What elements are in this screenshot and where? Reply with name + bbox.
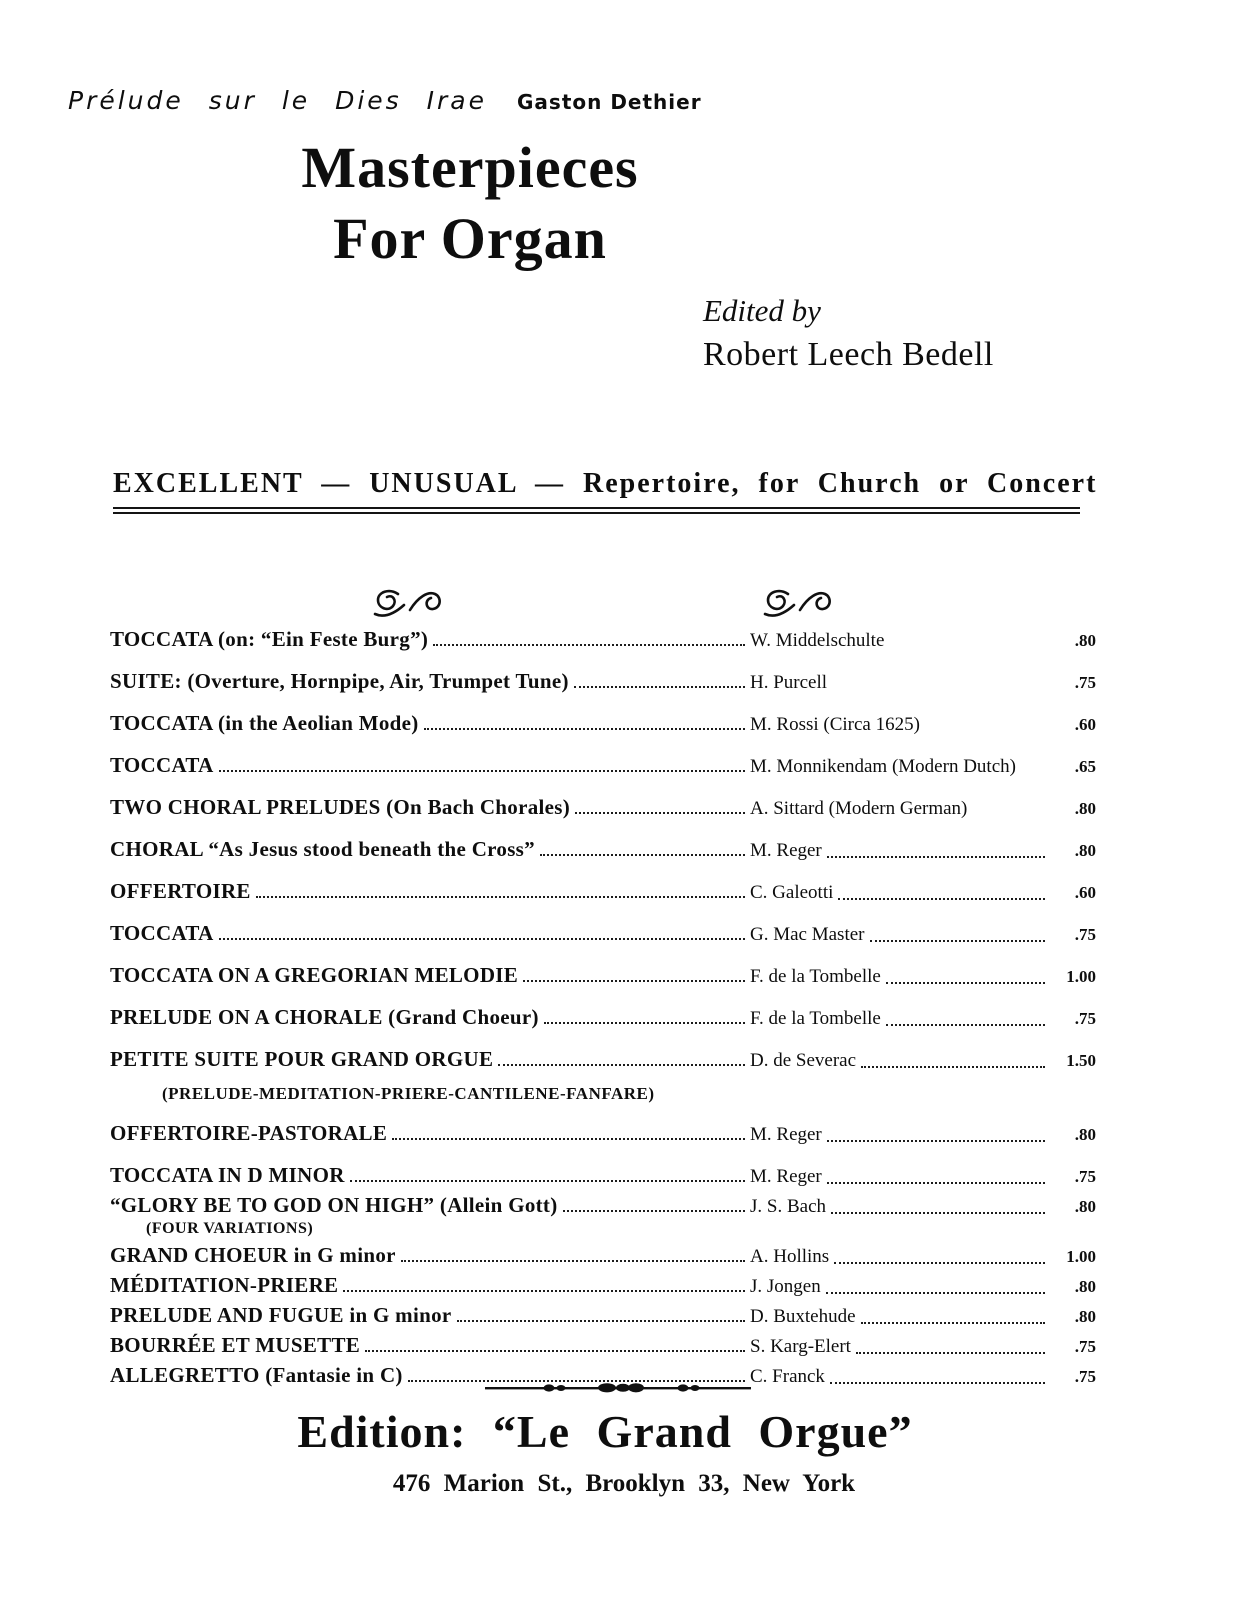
composer-cell bbox=[750, 712, 1050, 738]
composer-name: C. Galeotti bbox=[750, 882, 834, 903]
composer-name: M. Monnikendam (Modern Dutch) bbox=[750, 756, 1016, 777]
piece-title: MÉDITATION-PRIERE bbox=[110, 1273, 339, 1297]
piece-title: TWO CHORAL PRELUDES (On Bach Chorales) bbox=[110, 795, 571, 819]
dot-leader bbox=[827, 856, 1045, 858]
title-cell bbox=[110, 626, 750, 652]
catalog-row bbox=[110, 836, 1096, 864]
composer-cell bbox=[750, 964, 1050, 990]
title-cell bbox=[110, 1192, 750, 1218]
composer-cell bbox=[750, 1244, 1050, 1270]
dot-leader bbox=[523, 980, 745, 982]
composer-cell bbox=[750, 1304, 1050, 1330]
edited-block bbox=[703, 293, 994, 374]
piece-title: GRAND CHOEUR in G minor bbox=[110, 1243, 396, 1267]
price-value: 1.00 bbox=[1066, 967, 1096, 986]
catalog-row bbox=[110, 1120, 1096, 1148]
dot-leader bbox=[350, 1180, 745, 1182]
catalog-row bbox=[110, 962, 1096, 990]
catalog-row bbox=[110, 1332, 1096, 1360]
composer-cell bbox=[750, 922, 1050, 948]
dot-leader bbox=[886, 982, 1045, 984]
piece-title: TOCCATA ON A GREGORIAN MELODIE bbox=[110, 963, 519, 987]
title-cell bbox=[110, 794, 750, 820]
dot-leader bbox=[563, 1210, 745, 1212]
piece-title: PRELUDE ON A CHORALE (Grand Choeur) bbox=[110, 1005, 539, 1029]
dot-leader bbox=[831, 1212, 1045, 1214]
composer-name: F. de la Tombelle bbox=[750, 1008, 881, 1029]
catalog-row bbox=[110, 1302, 1096, 1330]
price-value: .80 bbox=[1074, 1277, 1096, 1296]
composer-cell bbox=[750, 838, 1050, 864]
piece-title: SUITE: (Overture, Hornpipe, Air, Trumpet Tune) bbox=[110, 669, 569, 693]
piece-title: ALLEGRETTO (Fantasie in C) bbox=[110, 1363, 403, 1387]
catalog-row bbox=[110, 668, 1096, 696]
title-cell bbox=[110, 836, 750, 862]
price-value: .80 bbox=[1074, 1307, 1096, 1326]
composer-name: H. Purcell bbox=[750, 672, 828, 693]
catalog-list bbox=[110, 626, 1096, 1392]
title-cell bbox=[110, 920, 750, 946]
composer-cell bbox=[750, 1364, 1050, 1390]
price-value: .80 bbox=[1074, 631, 1096, 650]
catalog-row bbox=[110, 1272, 1096, 1300]
title-cell bbox=[110, 668, 750, 694]
editor-name: Robert Leech Bedell bbox=[703, 336, 994, 373]
title-cell bbox=[110, 1162, 750, 1188]
title-cell bbox=[110, 1302, 750, 1328]
title-cell bbox=[110, 1120, 750, 1146]
piece-title: BOURRÉE ET MUSETTE bbox=[110, 1333, 361, 1357]
price-value: .65 bbox=[1074, 757, 1096, 776]
price-value: .80 bbox=[1074, 1197, 1096, 1216]
dot-leader bbox=[827, 1182, 1045, 1184]
catalog-row bbox=[110, 710, 1096, 738]
composer-name: A. Sittard (Modern German) bbox=[750, 798, 968, 819]
dot-leader bbox=[838, 898, 1045, 900]
piece-title: TOCCATA (on: “Ein Feste Burg”) bbox=[110, 627, 429, 651]
handwritten-title: Prélude sur le Dies Irae bbox=[68, 86, 487, 115]
piece-title: TOCCATA IN D MINOR bbox=[110, 1163, 345, 1187]
catalog-row bbox=[110, 752, 1096, 780]
piece-note: (PRELUDE-MEDITATION-PRIERE-CANTILENE-FANFARE) bbox=[162, 1084, 655, 1103]
edition-address: 476 Marion St., Brooklyn 33, New York bbox=[392, 1470, 856, 1497]
title-cell bbox=[110, 710, 750, 736]
composer-name: S. Karg-Elert bbox=[750, 1336, 851, 1357]
composer-cell bbox=[750, 1274, 1050, 1300]
price-value: .80 bbox=[1074, 841, 1096, 860]
piece-title: TOCCATA bbox=[110, 921, 214, 945]
composer-name: D. de Severac bbox=[750, 1050, 857, 1071]
dot-leader bbox=[827, 1140, 1045, 1142]
composer-cell bbox=[750, 1164, 1050, 1190]
title-line-2: For Organ bbox=[333, 206, 607, 271]
catalog-row bbox=[110, 1162, 1096, 1190]
composer-cell bbox=[750, 1048, 1050, 1074]
composer-name: J. S. Bach bbox=[750, 1196, 826, 1217]
composer-name: M. Reger bbox=[750, 1166, 822, 1187]
composer-name: G. Mac Master bbox=[750, 924, 865, 945]
piece-title: PRELUDE AND FUGUE in G minor bbox=[110, 1303, 452, 1327]
dot-leader bbox=[392, 1138, 745, 1140]
composer-cell bbox=[750, 754, 1050, 780]
dot-leader bbox=[830, 1382, 1045, 1384]
dot-leader bbox=[574, 686, 745, 688]
dot-leader bbox=[219, 938, 745, 940]
banner-rule-bottom bbox=[113, 512, 1080, 514]
composer-name: C. Franck bbox=[750, 1366, 825, 1387]
price-value: .60 bbox=[1074, 715, 1096, 734]
divider-ornament-icon bbox=[483, 1381, 753, 1400]
price-value: 1.50 bbox=[1066, 1051, 1096, 1070]
catalog-row bbox=[110, 626, 1096, 654]
main-title bbox=[180, 132, 760, 274]
composer-name: M. Reger bbox=[750, 840, 822, 861]
edition-title: Edition: “Le Grand Orgue” bbox=[297, 1406, 913, 1457]
composer-cell bbox=[750, 1122, 1050, 1148]
dot-leader bbox=[256, 896, 745, 898]
catalog-row bbox=[110, 1004, 1096, 1032]
dot-leader bbox=[870, 940, 1046, 942]
piece-title: “GLORY BE TO GOD ON HIGH” (Allein Gott) bbox=[110, 1193, 558, 1217]
dot-leader bbox=[401, 1260, 745, 1262]
dot-leader bbox=[433, 644, 745, 646]
dot-leader bbox=[826, 1292, 1045, 1294]
dot-leader bbox=[861, 1066, 1045, 1068]
piece-note: (FOUR VARIATIONS) bbox=[146, 1220, 314, 1237]
price-value: .75 bbox=[1074, 1337, 1096, 1356]
composer-name: W. Middelschulte bbox=[750, 630, 885, 651]
title-cell bbox=[110, 878, 750, 904]
composer-name: M. Reger bbox=[750, 1124, 822, 1145]
composer-name: F. de la Tombelle bbox=[750, 966, 881, 987]
price-value: .80 bbox=[1074, 1125, 1096, 1144]
dot-leader bbox=[498, 1064, 745, 1066]
title-cell bbox=[110, 962, 750, 988]
title-cell bbox=[110, 1004, 750, 1030]
price-value: .60 bbox=[1074, 883, 1096, 902]
price-value: 1.00 bbox=[1066, 1247, 1096, 1266]
banner-rule-top bbox=[113, 507, 1080, 509]
price-value: .75 bbox=[1074, 925, 1096, 944]
dot-leader bbox=[861, 1322, 1045, 1324]
composer-name: A. Hollins bbox=[750, 1246, 830, 1267]
dot-leader bbox=[856, 1352, 1045, 1354]
composer-cell bbox=[750, 670, 1050, 696]
title-cell bbox=[110, 1046, 750, 1072]
catalog-row bbox=[110, 920, 1096, 948]
piece-title: OFFERTOIRE bbox=[110, 879, 251, 903]
price-value: .75 bbox=[1074, 1367, 1096, 1386]
banner-heading bbox=[113, 468, 1098, 514]
title-cell bbox=[110, 1332, 750, 1358]
handwritten-author: Gaston Dethier bbox=[517, 90, 702, 114]
composer-cell bbox=[750, 796, 1050, 822]
price-value: .75 bbox=[1074, 1009, 1096, 1028]
edited-by-label: Edited by bbox=[703, 293, 821, 328]
composer-cell bbox=[750, 628, 1050, 654]
dot-leader bbox=[575, 812, 745, 814]
banner-text: EXCELLENT — UNUSUAL — Repertoire, for Church or Concert bbox=[113, 468, 1098, 499]
catalog-row bbox=[110, 1046, 1096, 1074]
title-line-1: Masterpieces bbox=[301, 135, 639, 200]
composer-name: M. Rossi (Circa 1625) bbox=[750, 714, 920, 735]
catalog-row bbox=[110, 1242, 1096, 1270]
title-cell bbox=[110, 1242, 750, 1268]
composer-cell bbox=[750, 1334, 1050, 1360]
piece-title: TOCCATA (in the Aeolian Mode) bbox=[110, 711, 419, 735]
dot-leader bbox=[365, 1350, 745, 1352]
dot-leader bbox=[544, 1022, 745, 1024]
dot-leader bbox=[343, 1290, 745, 1292]
dot-leader bbox=[834, 1262, 1045, 1264]
piece-title: OFFERTOIRE-PASTORALE bbox=[110, 1121, 388, 1145]
price-value: .80 bbox=[1074, 799, 1096, 818]
dot-leader bbox=[540, 854, 745, 856]
composer-cell bbox=[750, 1006, 1050, 1032]
catalog-row bbox=[110, 794, 1096, 822]
dot-leader bbox=[886, 1024, 1045, 1026]
price-value: .75 bbox=[1074, 1167, 1096, 1186]
catalog-row bbox=[110, 878, 1096, 906]
price-value: .75 bbox=[1074, 673, 1096, 692]
dot-leader bbox=[219, 770, 745, 772]
dot-leader bbox=[457, 1320, 745, 1322]
handwritten-line bbox=[68, 86, 702, 115]
composer-name: D. Buxtehude bbox=[750, 1306, 856, 1327]
dot-leader bbox=[424, 728, 745, 730]
piece-title: PETITE SUITE POUR GRAND ORGUE bbox=[110, 1047, 494, 1071]
piece-title: TOCCATA bbox=[110, 753, 214, 777]
catalog-row bbox=[110, 1192, 1096, 1220]
swirl-ornament-icon bbox=[372, 586, 444, 622]
composer-cell bbox=[750, 1194, 1050, 1220]
composer-name: J. Jongen bbox=[750, 1276, 821, 1297]
title-cell bbox=[110, 1272, 750, 1298]
title-cell bbox=[110, 752, 750, 778]
swirl-ornament-icon bbox=[762, 586, 834, 622]
piece-title: CHORAL “As Jesus stood beneath the Cross” bbox=[110, 837, 535, 861]
composer-cell bbox=[750, 880, 1050, 906]
